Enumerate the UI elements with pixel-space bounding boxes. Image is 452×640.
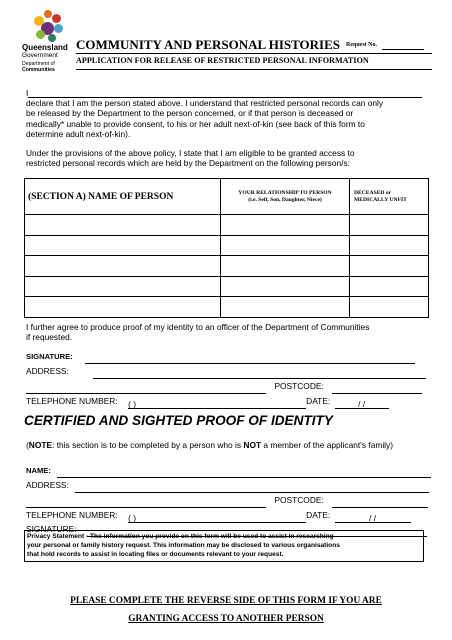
column-header-relationship [221,179,350,215]
provisions-line: restricted personal records which are held by the Department on the following person/s: [26,158,351,169]
name-cell[interactable] [25,276,221,297]
provisions-line: Under the provisions of the above policy, I state that I am eligible to be granted access to [26,148,355,158]
declarant-name-field[interactable] [28,88,422,98]
proof-of-identity-text [26,322,430,343]
applicant-telephone-label: TELEPHONE NUMBER: [26,396,118,406]
relationship-cell[interactable] [221,297,350,318]
telephone-area-code: ( ) [128,513,137,523]
column-header-deceased [350,179,429,215]
deceased-cell[interactable] [350,235,429,256]
applicant-signature-label: SIGNATURE: [26,352,73,361]
witness-postcode-label: POSTCODE: [274,495,324,505]
footer-instruction-line-1: PLEASE COMPLETE THE REVERSE SIDE OF THIS FORM IF YOU ARE [70,596,382,606]
table-row [25,235,429,256]
witness-date-label: DATE: [306,510,331,520]
table-row [25,256,429,277]
note-not: NOT [243,440,262,450]
deceased-cell[interactable] [350,215,429,236]
applicant-date-label: DATE: [306,396,331,406]
declaration-text [26,98,430,140]
logo-mark-icon [32,10,66,44]
note-label: NOTE [28,440,53,450]
logo-text-queensland: Queensland [22,43,68,52]
privacy-statement-box [24,530,424,562]
column-header-deceased-title: DECEASED or [354,189,392,196]
telephone-area-code: ( ) [128,399,137,409]
table-row [25,276,429,297]
table-row [25,215,429,236]
deceased-cell[interactable] [350,256,429,277]
column-header-deceased-subtitle: MEDICALLY UNFIT [354,196,407,203]
name-cell[interactable] [25,235,221,256]
privacy-line: your personal or family history request. This information may be disclosed to various organisations [27,542,340,550]
declaration-name-line [26,88,430,98]
logo-text-communities: Communities [22,67,55,73]
column-header-relationship-hint: (i.e. Self, Son, Daughter, Niece) [248,196,322,203]
declaration-line: be released by the Department to the person concerned, or if that person is deceased or [26,108,354,119]
footer-instruction-line-2: GRANTING ACCESS TO ANOTHER PERSON [128,614,324,624]
note-open-paren: ( [26,440,29,450]
persons-table [24,178,429,318]
logo-text-government: Government [22,52,58,59]
applicant-telephone-field[interactable] [128,399,306,409]
declaration-line: medically* unable to provide consent, to his or her adult next-of-kin (see back of this form to [26,118,365,129]
applicant-address-label: ADDRESS: [26,366,69,376]
form-title: COMMUNITY AND PERSONAL HISTORIES [76,37,341,52]
name-cell[interactable] [25,215,221,236]
declaration-line: determine adult next-of-kin). [26,129,131,140]
relationship-cell[interactable] [221,215,350,236]
certified-section-heading: CERTIFIED AND SIGHTED PROOF OF IDENTITY [24,413,333,428]
form-subtitle: APPLICATION FOR RELEASE OF RESTRICTED PERSONAL INFORMATION [76,56,369,65]
witness-address-label: ADDRESS: [26,480,69,490]
applicant-date-field[interactable] [335,399,389,409]
request-number-label: Request No. [346,42,377,48]
note-text: : this section is to be completed by a person who is [52,440,244,450]
declaration-prefix: I [26,88,29,98]
name-cell[interactable] [25,256,221,277]
deceased-cell[interactable] [350,297,429,318]
deceased-cell[interactable] [350,276,429,297]
relationship-cell[interactable] [221,276,350,297]
request-number-field[interactable] [382,49,424,50]
witness-signature-label: SIGNATURE: [26,524,77,534]
applicant-telephone-row [26,391,389,409]
title-rule [76,53,432,54]
witness-telephone-label: TELEPHONE NUMBER: [26,510,118,520]
proof-line: I further agree to produce proof of my identity to an officer of the Department of Communities [26,322,370,332]
table-row [25,297,429,318]
provisions-text [26,148,430,169]
privacy-line: that hold records to assist in locating files or documents relevant to your request. [27,551,284,559]
note-tail: a member of the applicant's family) [261,440,394,450]
column-header-name: (SECTION A) NAME OF PERSON [25,179,221,215]
date-separators: / / [369,513,377,523]
queensland-government-logo [22,10,74,73]
column-header-relationship-title: YOUR RELATIONSHIP TO PERSON [238,189,332,196]
name-cell[interactable] [25,297,221,318]
date-separators: / / [358,399,366,409]
logo-text-department: Department of [22,61,55,67]
persons-table-header [25,179,429,215]
declaration-line: declare that I am the person stated above. I understand that restricted personal records can only [26,98,384,108]
subtitle-rule [76,69,432,70]
proof-line: if requested. [26,332,73,343]
applicant-postcode-label: POSTCODE: [274,381,324,391]
relationship-cell[interactable] [221,235,350,256]
privacy-line: Privacy Statement - The information you provide on this form will be used to assist in researching [27,533,334,540]
witness-name-label: NAME: [26,466,51,475]
relationship-cell[interactable] [221,256,350,277]
certified-note [26,440,393,450]
